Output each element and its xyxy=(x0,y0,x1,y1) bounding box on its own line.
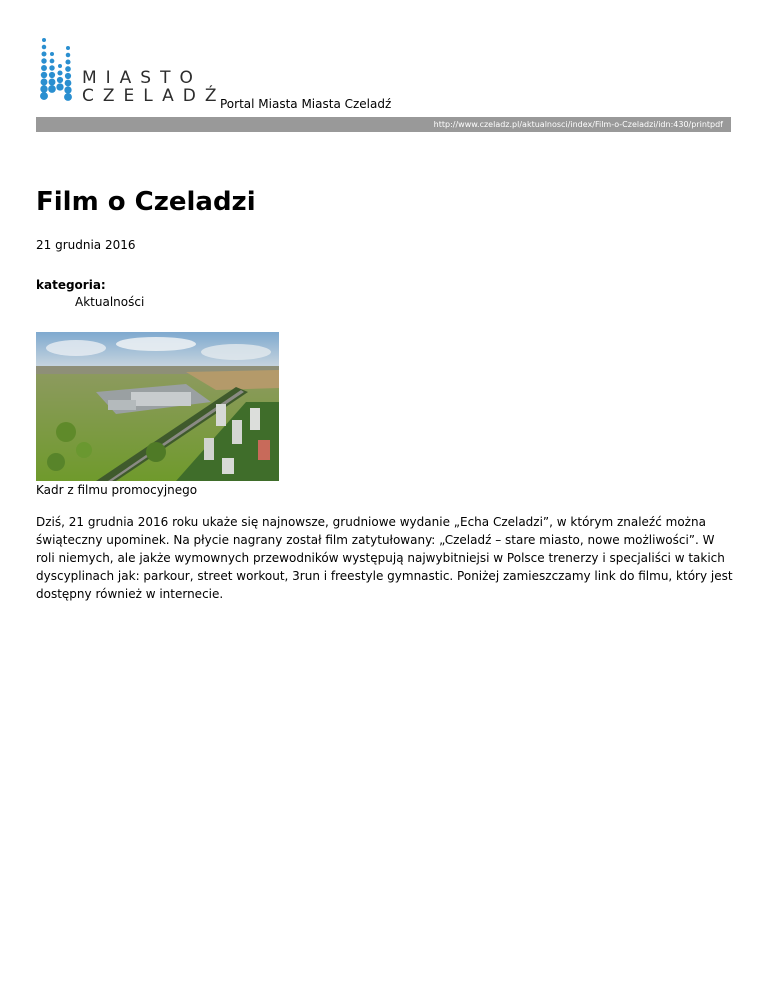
portal-name: Portal Miasta Miasta Czeladź xyxy=(220,97,392,111)
logo-dots-icon xyxy=(36,38,76,108)
category-label: kategoria: xyxy=(36,278,106,292)
aerial-city-photo xyxy=(36,332,279,481)
article-image xyxy=(36,332,279,481)
page-url[interactable]: http://www.czeladz.pl/aktualnosci/index/Film-o-Czeladzi/idn:430/printpdf xyxy=(433,120,723,129)
article-title: Film o Czeladzi xyxy=(36,187,256,217)
article-body: Dziś, 21 grudnia 2016 roku ukaże się najnowsze, grudniowe wydanie „Echa Czeladzi”, w którym znaleźć można świąteczny upominek. Na płycie nagrany został film zatytułowany: „Czeladź – stare miasto, nowe możliwości”. W roli niemych, ale jakże wymownych przewodników występują najwybitniejsi w Polsce trenerzy i specjaliści w takich dyscyplinach jak: parkour, street workout, 3run i freestyle gymnastic. Poniżej zamieszczamy link do filmu, który jest dostępny również w internecie. xyxy=(36,515,733,601)
logo-text-line2: CZELADŹ xyxy=(82,86,226,106)
image-caption: Kadr z filmu promocyjnego xyxy=(36,483,198,497)
site-logo[interactable] xyxy=(36,38,226,108)
logo-text-line1: MIASTO xyxy=(82,68,202,88)
url-bar xyxy=(36,117,731,132)
article-date: 21 grudnia 2016 xyxy=(36,238,136,252)
category-value[interactable]: Aktualności xyxy=(75,295,145,309)
